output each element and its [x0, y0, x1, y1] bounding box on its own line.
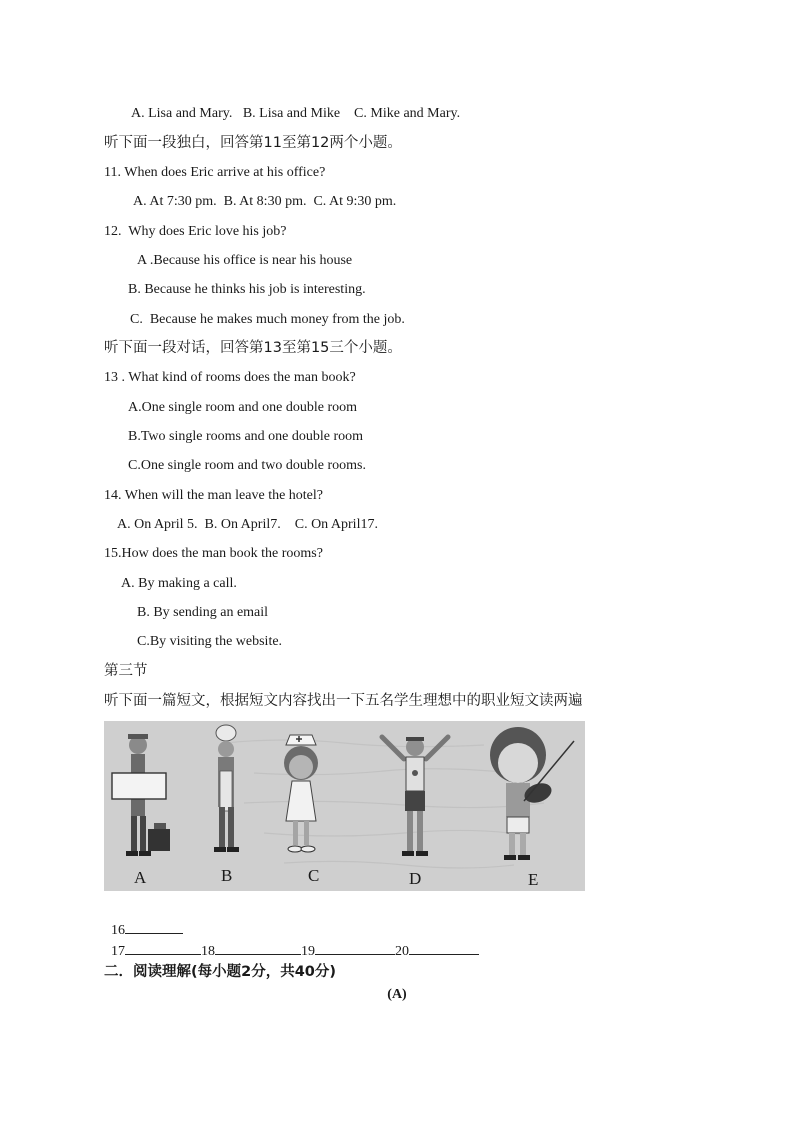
figure-label-b: B [221, 866, 233, 885]
figure-e-violinist [490, 727, 574, 860]
figure-label-a: A [134, 868, 147, 887]
blank-number: 17 [111, 944, 125, 959]
q14-options: A. On April 5. B. On April7. C. On April17. [117, 517, 378, 532]
blank-number: 20 [395, 944, 409, 959]
q13-option-a: A.One single room and one double room [128, 400, 358, 415]
q15-option-c: C.By visiting the website. [137, 634, 283, 649]
q13-option-c: C.One single room and two double rooms. [128, 458, 366, 473]
answer-blank-19[interactable] [315, 940, 395, 955]
figure-a-sign-holder [112, 734, 170, 856]
q14-question: 14. When will the man leave the hotel? [104, 488, 324, 503]
answer-blank-20[interactable] [409, 940, 479, 955]
q10-options: A. Lisa and Mary. B. Lisa and Mike C. Mike and Mary. [131, 106, 461, 121]
answer-blank-17[interactable] [125, 940, 201, 955]
q12-option-c: C. Because he makes much money from the job. [130, 312, 405, 327]
careers-illustration [104, 721, 585, 891]
part2-subheading: (A) [387, 987, 407, 1002]
figure-d-athlete [382, 737, 448, 856]
q12-option-b: B. Because he thinks his job is interesting. [128, 282, 366, 297]
figure-label-d: D [409, 869, 422, 888]
section3-instruction: 听下面一篇短文，根据短文内容找出一下五名学生理想中的职业短文读两遍 [104, 693, 583, 709]
figure-label-e: E [528, 870, 539, 889]
q15-option-b: B. By sending an email [137, 605, 269, 620]
q11-options: A. At 7:30 pm. B. At 8:30 pm. C. At 9:30 pm. [133, 194, 397, 209]
q12-question: 12. Why does Eric love his job? [104, 224, 287, 239]
section3-title: 第三节 [104, 663, 148, 679]
q15-question: 15.How does the man book the rooms? [104, 546, 323, 561]
monologue-instruction: 听下面一段独白，回答第11至第12两个小题。 [104, 135, 402, 151]
figure-b-cook [214, 725, 239, 852]
q11-question: 11. When does Eric arrive at his office? [104, 165, 326, 180]
q13-question: 13 . What kind of rooms does the man book? [104, 370, 356, 385]
answer-blank-16[interactable] [125, 919, 183, 934]
q13-option-b: B.Two single rooms and one double room [128, 429, 364, 444]
part2-heading: 二．阅读理解(每小题2分，共40分) [104, 964, 337, 980]
answer-blank-18[interactable] [215, 940, 301, 955]
figure-label-c: C [308, 866, 320, 885]
blank-number: 19 [301, 944, 315, 959]
answer-blanks [104, 901, 479, 961]
q15-option-a: A. By making a call. [121, 576, 237, 591]
blank-number: 18 [201, 944, 215, 959]
blank-number: 16 [111, 923, 125, 938]
q12-option-a: A .Because his office is near his house [137, 253, 353, 268]
dialogue-instruction: 听下面一段对话，回答第13至第15三个小题。 [104, 340, 402, 356]
